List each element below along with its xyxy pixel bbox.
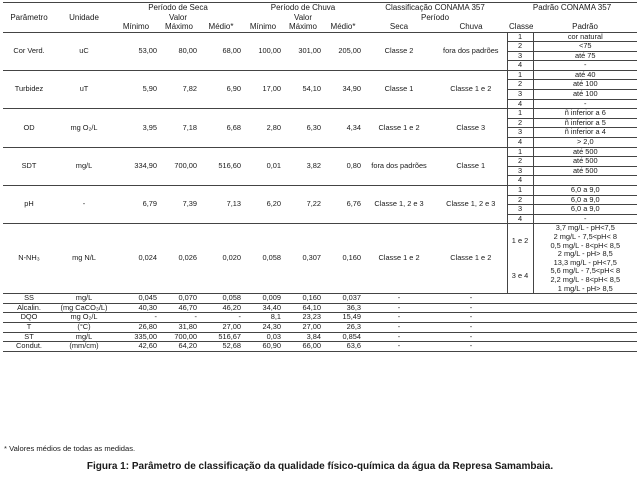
seca-maximo-cell: 7,18 (159, 109, 199, 147)
table-row (3, 186, 637, 196)
chuva-maximo-cell: 3,82 (283, 147, 323, 185)
seca-medio-cell: 516,60 (199, 147, 243, 185)
padrao-line: 13,3 mg/L - pH<7,5 (533, 259, 637, 268)
classe-cell: 3 (507, 166, 533, 176)
classe-cell (507, 342, 533, 352)
class-chuva-cell: Classe 1 e 2 (435, 224, 507, 294)
seca-minimo-cell: 334,90 (113, 147, 159, 185)
seca-maximo-cell: 64,20 (159, 342, 199, 352)
chuva-maximo-cell: 301,00 (283, 32, 323, 70)
padrao-cell: até 100 (533, 80, 637, 90)
chuva-medio-cell: 0,160 (323, 224, 363, 294)
param-cell: OD (3, 109, 55, 147)
padrao-cell: até 500 (533, 157, 637, 167)
param-cell: Turbidez (3, 70, 55, 108)
padrao-line: 5,6 mg/L - 7,5<pH< 8 (533, 267, 637, 276)
header-seca: Seca (389, 22, 409, 31)
classe-cell: 3 (507, 90, 533, 100)
classe-cell (507, 294, 533, 304)
chuva-maximo-cell: 3,84 (283, 332, 323, 342)
padrao-line: 0,5 mg/L - 8<pH< 8,5 (533, 242, 637, 251)
seca-maximo-cell: 700,00 (159, 332, 199, 342)
class-chuva-cell: - (435, 294, 507, 304)
table-row (3, 294, 637, 304)
padrao-cell (533, 313, 637, 323)
padrao-cell (533, 322, 637, 332)
seca-medio-cell: 6,90 (199, 70, 243, 108)
class-seca-cell: Classe 1, 2 e 3 (363, 186, 435, 224)
table-row (3, 303, 637, 313)
padrao-cell: - (533, 214, 637, 224)
unit-cell: mg N/L (55, 224, 113, 294)
class-seca-cell: Classe 1 e 2 (363, 224, 435, 294)
seca-minimo-cell: - (113, 313, 159, 323)
chuva-maximo-cell: 23,23 (283, 313, 323, 323)
header-padrao: Padrão (572, 22, 598, 31)
other-parameter-rows (3, 294, 637, 352)
padrao-line: 2,2 mg/L - 8<pH< 8,5 (533, 276, 637, 285)
classe-cell: 3 (507, 51, 533, 61)
seca-medio-cell: - (199, 313, 243, 323)
chuva-medio-cell: 4,34 (323, 109, 363, 147)
class-chuva-cell: Classe 1 (435, 147, 507, 185)
classe-cell: 3 (507, 205, 533, 215)
class-chuva-cell: Classe 3 (435, 109, 507, 147)
unit-cell: mg O₂/L (55, 109, 113, 147)
seca-maximo-cell: 7,39 (159, 186, 199, 224)
seca-minimo-cell: 3,95 (113, 109, 159, 147)
param-cell: Cor Verd. (3, 32, 55, 70)
padrao-cell: 6,0 a 9,0 (533, 195, 637, 205)
param-cell: T (3, 322, 55, 332)
header-minimo-chuva: Mínimo (249, 22, 277, 31)
seca-maximo-cell: 31,80 (159, 322, 199, 332)
chuva-minimo-cell: 0,009 (243, 294, 283, 304)
table-row (3, 32, 637, 42)
classe-cell: 4 (507, 176, 533, 186)
unit-cell: - (55, 186, 113, 224)
class-chuva-cell: fora dos padrões (435, 32, 507, 70)
chuva-medio-cell: 6,76 (323, 186, 363, 224)
chuva-medio-cell: 205,00 (323, 32, 363, 70)
table-row (3, 313, 637, 323)
padrao-cell (533, 176, 637, 186)
header-valor-seca: Valor (168, 12, 188, 22)
class-chuva-cell: Classe 1, 2 e 3 (435, 186, 507, 224)
param-cell: Condut. (3, 342, 55, 352)
header-chuva: Chuva (459, 22, 483, 31)
chuva-maximo-cell: 0,160 (283, 294, 323, 304)
seca-minimo-cell: 0,024 (113, 224, 159, 294)
figure-caption: Figura 1: Parâmetro de classificação da qualidade físico-química da água da Represa Samambaia. (86, 461, 554, 472)
footnote: * Valores médios de todas as medidas. (4, 444, 136, 453)
header-maximo-chuva: Máximo (288, 22, 317, 31)
classe-cell (507, 332, 533, 342)
chuva-maximo-cell: 7,22 (283, 186, 323, 224)
header-maximo-seca: Máximo (164, 22, 193, 31)
header-medio-chuva: Médio* (330, 22, 356, 31)
class-seca-cell: - (363, 303, 435, 313)
unit-cell: uT (55, 70, 113, 108)
seca-minimo-cell: 6,79 (113, 186, 159, 224)
chuva-minimo-cell: 100,00 (243, 32, 283, 70)
classe-cell (507, 322, 533, 332)
seca-medio-cell: 27,00 (199, 322, 243, 332)
padrao-cell: ñ inferior a 4 (533, 128, 637, 138)
seca-maximo-cell: 7,82 (159, 70, 199, 108)
classe-cell: 2 (507, 42, 533, 52)
param-cell: pH (3, 186, 55, 224)
water-quality-table-wrapper (3, 2, 637, 352)
seca-minimo-cell: 42,60 (113, 342, 159, 352)
param-cell: Alcalin. (3, 303, 55, 313)
seca-medio-cell: 52,68 (199, 342, 243, 352)
unit-cell: (°C) (55, 322, 113, 332)
seca-medio-cell: 0,058 (199, 294, 243, 304)
param-cell: SDT (3, 147, 55, 185)
header-parametro: Parâmetro (10, 12, 48, 22)
padrao-line: 1 mg/L - pH> 8,5 (533, 285, 637, 294)
padrao-cell: - (533, 61, 637, 71)
classe-cell: 1 (507, 147, 533, 157)
table-row (3, 332, 637, 342)
padrao-cell (533, 342, 637, 352)
unit-cell: mg/L (55, 294, 113, 304)
class-seca-cell: fora dos padrões (363, 147, 435, 185)
param-cell: ST (3, 332, 55, 342)
classe-cell (507, 313, 533, 323)
padrao-cell: > 2,0 (533, 138, 637, 148)
class-chuva-cell: Classe 1 e 2 (435, 70, 507, 108)
padrao-cell: ñ inferior a 6 (533, 109, 637, 119)
chuva-medio-cell: 36,3 (323, 303, 363, 313)
classe-cell: 3 e 4 (507, 259, 533, 294)
classe-cell: 1 (507, 109, 533, 119)
header-padrao-conama: Padrão CONAMA 357 (532, 3, 612, 12)
chuva-minimo-cell: 0,03 (243, 332, 283, 342)
param-cell: SS (3, 294, 55, 304)
chuva-maximo-cell: 27,00 (283, 322, 323, 332)
seca-maximo-cell: 0,026 (159, 224, 199, 294)
chuva-maximo-cell: 54,10 (283, 70, 323, 108)
seca-medio-cell: 7,13 (199, 186, 243, 224)
classe-cell: 2 (507, 157, 533, 167)
chuva-minimo-cell: 0,01 (243, 147, 283, 185)
seca-minimo-cell: 5,90 (113, 70, 159, 108)
seca-medio-cell: 0,020 (199, 224, 243, 294)
class-seca-cell: Classe 1 e 2 (363, 109, 435, 147)
chuva-minimo-cell: 2,80 (243, 109, 283, 147)
seca-minimo-cell: 0,045 (113, 294, 159, 304)
unit-cell: mg/L (55, 332, 113, 342)
seca-medio-cell: 6,68 (199, 109, 243, 147)
padrao-cell: - (533, 99, 637, 109)
chuva-minimo-cell: 24,30 (243, 322, 283, 332)
padrao-cell: até 500 (533, 147, 637, 157)
unit-cell: uC (55, 32, 113, 70)
param-cell: DQO (3, 313, 55, 323)
chuva-maximo-cell: 6,30 (283, 109, 323, 147)
unit-cell: (mm/cm) (55, 342, 113, 352)
seca-maximo-cell: 700,00 (159, 147, 199, 185)
class-seca-cell: - (363, 332, 435, 342)
padrao-line: 3,7 mg/L - pH<7,5 (533, 224, 637, 233)
header-periodo-seca: Período de Seca (148, 3, 208, 12)
table-row (3, 109, 637, 119)
padrao-cell: até 40 (533, 70, 637, 80)
chuva-minimo-cell: 0,058 (243, 224, 283, 294)
classe-cell: 2 (507, 118, 533, 128)
header-classe: Classe (509, 22, 534, 31)
classe-cell: 1 e 2 (507, 224, 533, 259)
class-chuva-cell: - (435, 322, 507, 332)
class-chuva-cell: - (435, 342, 507, 352)
padrao-cell: cor natural (533, 32, 637, 42)
chuva-maximo-cell: 0,307 (283, 224, 323, 294)
chuva-minimo-cell: 17,00 (243, 70, 283, 108)
padrao-line: 2 mg/L - pH> 8,5 (533, 250, 637, 259)
header-periodo: Período (421, 12, 450, 22)
unit-cell: mg/L (55, 147, 113, 185)
header-valor-chuva: Valor (293, 12, 313, 22)
chuva-maximo-cell: 66,00 (283, 342, 323, 352)
table-row (3, 147, 637, 157)
header-periodo-chuva: Período de Chuva (270, 3, 336, 12)
seca-medio-cell: 68,00 (199, 32, 243, 70)
class-chuva-cell: - (435, 313, 507, 323)
seca-minimo-cell: 40,30 (113, 303, 159, 313)
seca-maximo-cell: 0,070 (159, 294, 199, 304)
chuva-minimo-cell: 6,20 (243, 186, 283, 224)
water-quality-table (3, 2, 637, 352)
header-minimo-seca: Mínimo (122, 22, 150, 31)
classe-cell: 1 (507, 32, 533, 42)
class-seca-cell: Classe 1 (363, 70, 435, 108)
chuva-minimo-cell: 34,40 (243, 303, 283, 313)
class-seca-cell: Classe 2 (363, 32, 435, 70)
chuva-medio-cell: 0,854 (323, 332, 363, 342)
class-chuva-cell: - (435, 303, 507, 313)
chuva-minimo-cell: 8,1 (243, 313, 283, 323)
seca-medio-cell: 46,20 (199, 303, 243, 313)
chuva-medio-cell: 26,3 (323, 322, 363, 332)
seca-minimo-cell: 26,80 (113, 322, 159, 332)
padrao-cell (533, 294, 637, 304)
class-chuva-cell: - (435, 332, 507, 342)
class-seca-cell: - (363, 294, 435, 304)
padrao-cell: até 100 (533, 90, 637, 100)
header-medio-seca: Médio* (208, 22, 234, 31)
class-seca-cell: - (363, 313, 435, 323)
seca-maximo-cell: - (159, 313, 199, 323)
padrao-cell: 6,0 a 9,0 (533, 186, 637, 196)
chuva-medio-cell: 0,037 (323, 294, 363, 304)
chuva-medio-cell: 0,80 (323, 147, 363, 185)
nnh3-block (3, 224, 637, 294)
seca-maximo-cell: 80,00 (159, 32, 199, 70)
main-parameter-rows (3, 32, 637, 224)
classe-cell: 1 (507, 186, 533, 196)
classe-cell: 2 (507, 80, 533, 90)
padrao-cell: 6,0 a 9,0 (533, 205, 637, 215)
classe-cell: 4 (507, 138, 533, 148)
table-row (3, 70, 637, 80)
chuva-medio-cell: 34,90 (323, 70, 363, 108)
classe-cell: 4 (507, 99, 533, 109)
classe-cell: 1 (507, 70, 533, 80)
padrao-cell (533, 303, 637, 313)
seca-minimo-cell: 335,00 (113, 332, 159, 342)
padrao-cell: até 75 (533, 51, 637, 61)
padrao-cell: <75 (533, 42, 637, 52)
unit-cell: mg O₂/L (55, 313, 113, 323)
classe-cell: 2 (507, 195, 533, 205)
padrao-cell: até 500 (533, 166, 637, 176)
class-seca-cell: - (363, 342, 435, 352)
padrao-cell (533, 332, 637, 342)
chuva-minimo-cell: 60,90 (243, 342, 283, 352)
seca-minimo-cell: 53,00 (113, 32, 159, 70)
unit-cell: (mg CaCO₃/L) (55, 303, 113, 313)
param-cell: N-NH₃ (3, 224, 55, 294)
chuva-medio-cell: 63,6 (323, 342, 363, 352)
chuva-maximo-cell: 64,10 (283, 303, 323, 313)
table-row (3, 342, 637, 352)
seca-medio-cell: 516,67 (199, 332, 243, 342)
padrao-cell: ñ inferior a 5 (533, 118, 637, 128)
classe-cell: 3 (507, 128, 533, 138)
header-classificacao-conama: Classificação CONAMA 357 (385, 3, 485, 12)
class-seca-cell: - (363, 322, 435, 332)
chuva-medio-cell: 15,49 (323, 313, 363, 323)
table-row (3, 322, 637, 332)
table-header (3, 3, 637, 33)
padrao-line: 2 mg/L - 7,5<pH< 8 (533, 233, 637, 242)
classe-cell: 4 (507, 214, 533, 224)
header-unidade: Unidade (69, 12, 99, 22)
seca-maximo-cell: 46,70 (159, 303, 199, 313)
classe-cell: 4 (507, 61, 533, 71)
classe-cell (507, 303, 533, 313)
